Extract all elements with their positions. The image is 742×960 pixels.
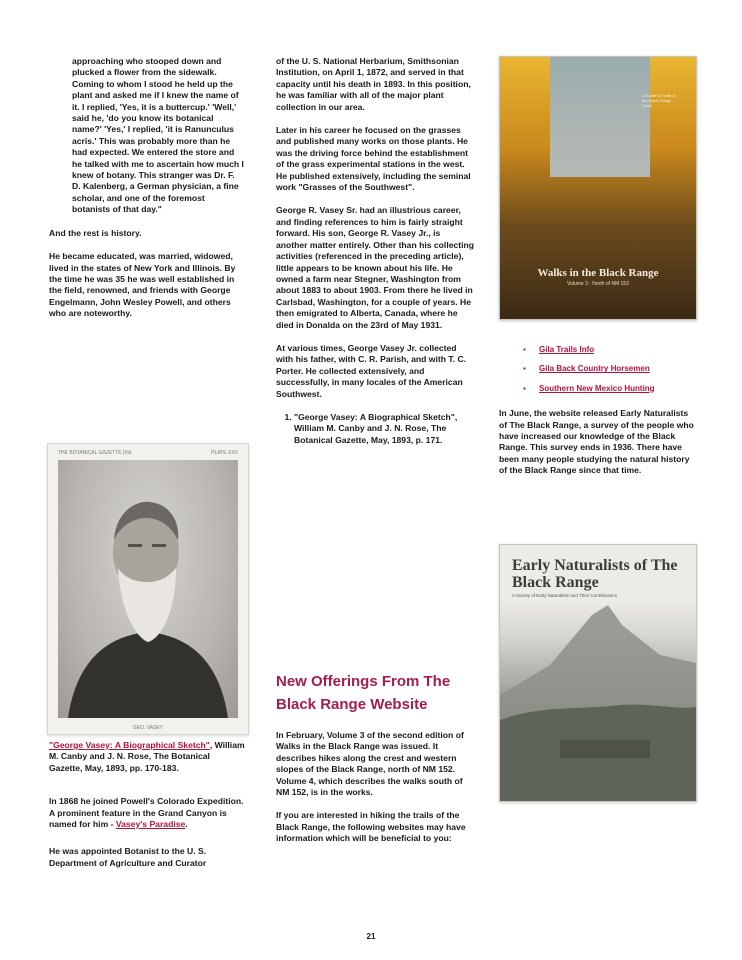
cover-sky (550, 57, 650, 177)
list-item (539, 383, 695, 394)
collecting-paragraph: At various times, George Vasey Jr. collected with his father, with C. R. Parish, and with T. C. Porter. He collected extensively, and successfully, in many locales of the American Southwest. (276, 342, 467, 399)
list-item (539, 344, 695, 355)
cover-subtitle: Volume 3 · North of NM 152 (567, 281, 629, 287)
vasey-portrait-frame (47, 443, 249, 735)
powell-text: In 1868 he joined Powell's Colorado Expedition. A prominent feature in the Grand Canyon is named for him - (49, 796, 244, 830)
powell-end: . (185, 819, 188, 830)
portrait-header (58, 450, 238, 456)
references-list (276, 412, 474, 446)
page-number: 21 (366, 932, 376, 941)
career-paragraph: He became educated, was married, widowed, lived in the states of New York and Illinois. By the time he was 35 he was well established in the field, renowned, and friends with George Engelmann, John Wesley Powell, and others who are noteworthy. (49, 251, 236, 319)
new-offerings-heading: New Offerings From The Black Range Website (276, 673, 451, 713)
naturalists-cover-footer: BLACK RANGE NATURALIST (567, 792, 629, 797)
portrait-header-left: THE BOTANICAL GAZETTE [Vol. (58, 450, 133, 456)
naturalists-cover-subtitle: A Survey of Early Naturalists and Their Contributions (512, 593, 617, 598)
gila-horsemen-link[interactable]: Gila Back Country Horsemen (539, 364, 650, 374)
vasey-portrait-photo (58, 460, 238, 718)
walks-volume-paragraph: In February, Volume 3 of the second edition of Walks in the Black Range was issued. It describes hikes along the crest and western slopes of the Black Range, north of NM 152. Volume 4, which describes the walks south of NM 152, is in the works. (276, 730, 464, 798)
herbarium-paragraph: of the U. S. National Herbarium, Smithsonian Institution, on April 1, 1872, and served in that capacity until his death in 1893. In this position, he was familiar with all of the major plant collection in our area. (276, 56, 471, 112)
naturalists-book-cover (499, 544, 697, 802)
cover-corner-text: A Guide to Trails of the Black Range Crest (642, 93, 676, 108)
hiking-links-list (499, 344, 695, 394)
portrait-header-right: PLATE XXV (211, 450, 238, 456)
cover-title: Walks in the Black Range (537, 267, 659, 279)
column-1-lower (49, 740, 245, 881)
history-paragraph: And the rest is history. (49, 227, 142, 238)
naturalists-paragraph: In June, the website released Early Naturalists of The Black Range, a survey of the people who have increased our knowledge of the Black Range. This survey ends in 1936. There have been many people studying the natural history of the Black Range since that time. (499, 408, 694, 476)
citation-rest: , William M. Canby and J. N. Rose, The Botanical Gazette, May, 1893, pp. 170-183. (49, 740, 245, 773)
walks-book-cover (499, 56, 697, 320)
usda-paragraph: He was appointed Botanist to the U. S. Department of Agriculture and Curator (49, 846, 207, 868)
column-1 (49, 56, 245, 332)
mountain-illustration (500, 545, 696, 801)
trails-intro-paragraph: If you are interested in hiking the trails of the Black Range, the following websites may have information which will be beneficial to you: (276, 810, 466, 844)
quote-paragraph: approaching who stooped down and plucked a flower from the sidewalk. Coming to whom I stood he held up the plant and asked me if I knew the name of it. I replied, 'Yes, it is a buttercup.' 'Well,' said he, 'do you know its botanical name?' 'Yes,' I replied, 'it is Ranunculus acris.' This was probably more than he had expected. We entered the store and he talked with me to ascertain how much I knew of botany. This stranger was Dr. F. D. Kalenberg, a German physician, a fine scholar, and one of the foremost botanists of that day." (72, 56, 244, 215)
grasses-paragraph: Later in his career he focused on the grasses and published many works on those plants. He was the driving force behind the establishment of the grass experimental stations in the west. He published extensively, including the seminal work "Grasses of the Southwest". (276, 125, 471, 193)
naturalists-cover-title: Early Naturalists of The Black Range (512, 557, 678, 591)
vasey-jr-paragraph: George R. Vasey Sr. had an illustrious career, and finding references to him is fairly straight forward. His son, George R. Vasey Jr., is another matter entirely. Other than his collecting activities (referenced in the preceding article), little appears to be known about his life. He owned a farm near Stegner, Washington from about 1883 to about 1903. From there he lived in Carlsbad, Washington, for a couple of years. He then emigrated to Alberta, Canada, where he died in Donalda on the 23rd of May 1931. (276, 205, 475, 330)
gila-trails-link[interactable]: Gila Trails Info (539, 345, 595, 354)
portrait-figure (58, 460, 238, 718)
nm-hunting-link[interactable]: Southern New Mexico Hunting (539, 383, 655, 393)
citation-paragraph (49, 740, 245, 774)
biographical-sketch-link[interactable]: "George Vasey: A Biographical Sketch" (49, 740, 210, 750)
vaseys-paradise-link[interactable]: Vasey's Paradise (115, 819, 186, 830)
portrait-caption: GEO. VASEY (132, 725, 164, 731)
list-item (539, 363, 695, 374)
column-3 (499, 344, 695, 489)
reference-item: 1. "George Vasey: A Biographical Sketch", William M. Canby and J. N. Rose, The Botanical Gazette, May, 1893, p. 171. (294, 412, 474, 446)
column-2-lower (276, 670, 474, 857)
powell-paragraph (49, 796, 245, 830)
column-2 (276, 56, 474, 446)
